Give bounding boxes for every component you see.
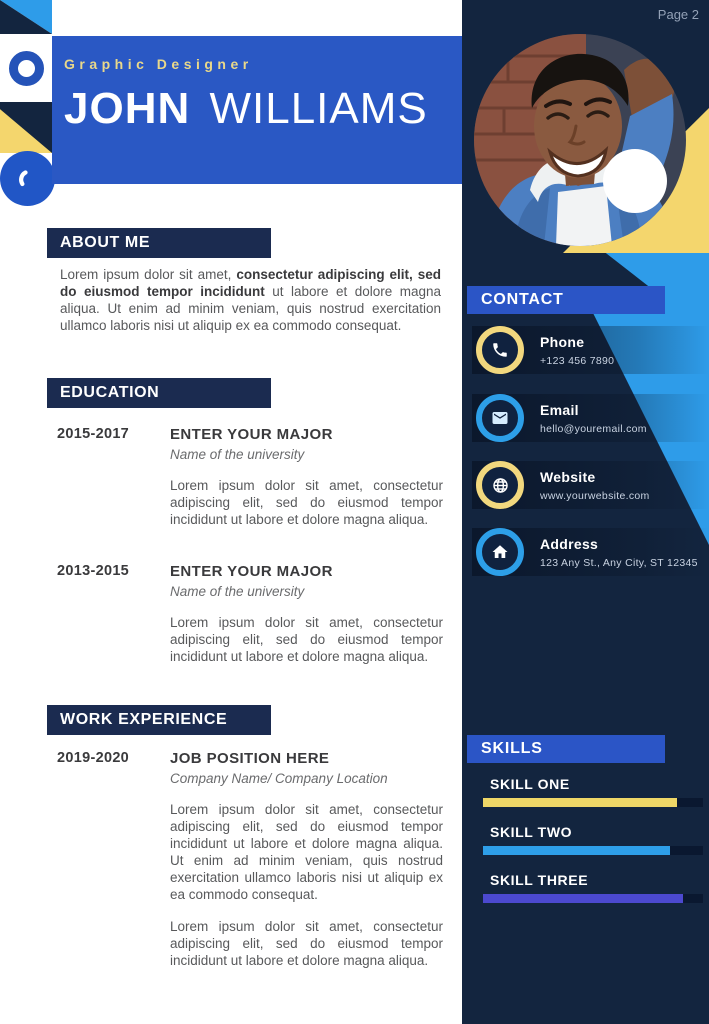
contact-label: Address [540,535,599,552]
education-school: Name of the university [170,584,305,599]
header-band [52,36,462,184]
contact-item-email [472,394,709,442]
skill-bar-track [483,894,703,903]
decor-square-yellow [0,102,52,153]
about-section-header: ABOUT ME [47,228,271,258]
decor-square-ring [0,34,52,102]
website-icon [476,461,524,509]
page-number: Page 2 [657,7,699,22]
skill-label: SKILL THREE [490,872,589,888]
contact-value: 123 Any St., Any City, ST 12345 [540,556,698,569]
work-company: Company Name/ Company Location [170,771,388,786]
contact-item-website [472,461,709,509]
contact-label: Website [540,468,596,485]
contact-value: www.yourwebsite.com [540,489,650,502]
portrait-illustration [474,34,686,246]
first-name: JOHN [64,84,191,133]
contact-value: +123 456 7890 [540,354,615,367]
skill-label: SKILL ONE [490,776,570,792]
contact-label: Phone [540,333,585,350]
home-icon [476,528,524,576]
skill-label: SKILL TWO [490,824,573,840]
about-text-before: Lorem ipsum dolor sit amet, [60,267,237,282]
ring-icon [9,51,44,86]
education-entry [57,426,443,528]
contact-item-address [472,528,709,576]
skill-bar-track [483,846,703,855]
yellow-triangle-decor [0,102,52,153]
last-name: WILLIAMS [209,84,428,133]
work-position: JOB POSITION HERE [170,750,330,767]
skill-item [483,872,703,903]
contact-value: hello@youremail.com [540,422,647,435]
job-role: Graphic Designer [64,56,253,72]
white-circle-decor [603,149,667,213]
decor-square-top [0,0,52,34]
about-paragraph [60,266,441,334]
education-major: ENTER YOUR MAJOR [170,563,333,580]
education-dates: 2015-2017 [57,426,130,442]
sidebar [462,0,709,1024]
work-entry [57,750,443,969]
education-school: Name of the university [170,447,305,462]
work-section-header: WORK EXPERIENCE [47,705,271,735]
skill-bar-track [483,798,703,807]
work-description: Lorem ipsum dolor sit amet, consectetur adipiscing elit, sed do eiusmod tempor incididunt ut labore et dolore magna aliqua. [170,919,443,968]
skill-item [483,824,703,855]
profile-photo [474,34,686,246]
skills-list [483,776,703,920]
work-dates: 2019-2020 [57,750,130,766]
person-name [64,84,462,134]
arc-icon [13,164,43,194]
education-entry [57,563,443,665]
phone-icon [476,326,524,374]
education-major: ENTER YOUR MAJOR [170,426,333,443]
skill-item [483,776,703,807]
email-icon [476,394,524,442]
left-decor-column [0,0,52,210]
about-text-after: ut labore et dolore magna aliqua. Ut enim ad minim veniam, quis nostrud exercitation ullamco laboris nisi ut aliquip ex ea commodo consequat. [60,284,442,333]
decor-circle [0,151,55,206]
education-description: Lorem ipsum dolor sit amet, consectetur adipiscing elit, sed do eiusmod tempor incididunt ut labore et dolore magna aliqua. [170,478,443,527]
work-description: Lorem ipsum dolor sit amet, consectetur adipiscing elit, sed do eiusmod tempor incididunt ut labore et dolore magna aliqua. Ut enim ad minim veniam, quis nostrud exercitation ullamco laboris nisi ut aliquip ex ea commodo consequat. [170,802,443,902]
skill-bar-fill [483,894,683,903]
education-dates: 2013-2015 [57,563,130,579]
about-text-bold: consectetur adipiscing elit, sed do eiusmod tempor incididunt [60,267,441,299]
contact-section-header: CONTACT [467,286,665,314]
skill-bar-fill [483,798,677,807]
education-section-header: EDUCATION [47,378,271,408]
contact-label: Email [540,401,579,418]
skill-bar-fill [483,846,670,855]
skills-section-header: SKILLS [467,735,665,763]
contact-item-phone [472,326,709,374]
education-description: Lorem ipsum dolor sit amet, consectetur adipiscing elit, sed do eiusmod tempor incididunt ut labore et dolore magna aliqua. [170,615,443,664]
